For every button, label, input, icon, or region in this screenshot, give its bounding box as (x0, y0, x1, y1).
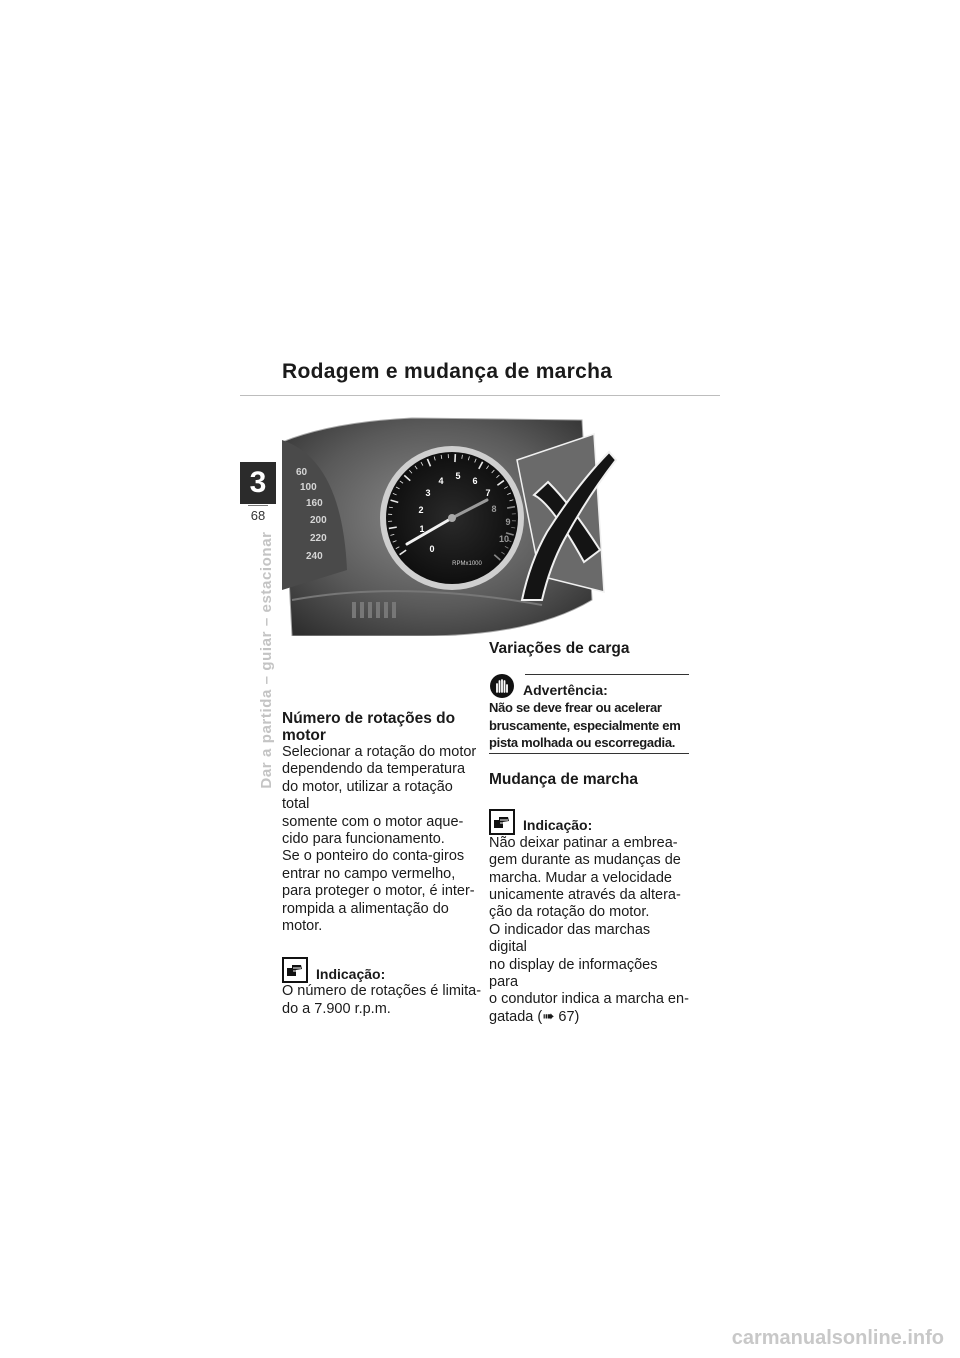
speedo-number: 220 (310, 533, 327, 544)
speedo-number: 100 (300, 482, 317, 493)
warning-block (489, 673, 689, 754)
gauge-number: 10 (498, 534, 510, 544)
text-line: Selecionar a rotação do motor (282, 744, 477, 760)
gauge-number: 8 (491, 504, 497, 514)
text-line: pista molhada ou escorregadia. (489, 735, 676, 751)
gauge-number: 2 (418, 505, 424, 515)
speedo-number: 240 (306, 551, 323, 562)
text-line: gatada (➠ 67) (489, 1008, 580, 1025)
text-line: somente com o motor aque- (282, 813, 464, 830)
text-line: bruscamente, especialmente em (489, 717, 681, 733)
note-icon (282, 957, 308, 983)
speedo-number: 200 (310, 515, 327, 526)
chapter-divider (248, 505, 268, 506)
right-column (489, 640, 689, 1026)
text-line: Se o ponteiro do conta-giros (282, 848, 465, 865)
page-number: 68 (250, 508, 266, 523)
gauge-number: 0 (429, 544, 435, 554)
gauge-unit: RPMx1000 (452, 561, 482, 567)
gauge-number: 6 (472, 476, 478, 486)
text-line: Não deixar patinar a embrea- (489, 834, 678, 851)
section-heading: Variações de carga (489, 640, 630, 657)
text-line: no display de informações para (489, 956, 658, 991)
text-line: entrar no campo vermelho, (282, 865, 456, 882)
speedo-number: 160 (306, 498, 323, 509)
text-line: para proteger o motor, é inter- (282, 883, 475, 900)
text-line: marcha. Mudar a velocidade (489, 869, 672, 886)
watermark-link[interactable]: carmanualsonline.info (731, 1327, 944, 1349)
gauge-number: 7 (485, 488, 491, 498)
gauge-number: 9 (505, 517, 511, 527)
text-line: do a 7.900 r.p.m. (282, 1000, 391, 1017)
chapter-number: 3 (240, 462, 276, 504)
text-line: rompida a alimentação do (282, 900, 449, 917)
text-line: ção da rotação do motor. (489, 904, 650, 921)
paragraph (282, 744, 482, 935)
gauge-number: 1 (419, 524, 425, 534)
text-line: Não se deve frear ou acelerar (489, 700, 662, 715)
text-line: dependendo da temperatura (282, 761, 466, 778)
note-icon (489, 809, 515, 835)
text-line: o condutor indica a marcha en- (489, 991, 689, 1008)
note-block (489, 809, 689, 1026)
note-text (282, 983, 482, 1018)
text-line: O indicador das marchas digital (489, 921, 651, 956)
section-heading: Mudança de marcha (489, 770, 639, 788)
note-block (282, 957, 482, 1018)
text-line: gem durante as mudanças de (489, 852, 681, 869)
page-title: Rodagem e mudança de marcha (282, 360, 613, 383)
gauge-number: 5 (455, 471, 461, 481)
gauge-number: 4 (438, 476, 444, 486)
text-line: O número de rotações é limita- (282, 983, 482, 1000)
text-line: unicamente através da altera- (489, 887, 681, 903)
text-line: motor. (282, 918, 323, 935)
left-column (282, 710, 482, 1018)
speedo-number: 60 (296, 467, 308, 478)
note-text (489, 835, 689, 1026)
section-heading: Número de rotações do motor (282, 710, 456, 744)
red-zone-cross-icon (517, 434, 616, 600)
title-divider (240, 395, 720, 396)
note-label: Indicação: (316, 966, 386, 983)
note-label: Indicação: (523, 817, 593, 834)
warning-hand-icon (489, 673, 515, 699)
warning-label: Advertência: (523, 681, 608, 698)
warning-bottom-rule (489, 753, 689, 754)
instrument-cluster-illustration (282, 400, 622, 636)
warning-top-rule (525, 674, 689, 675)
gauge-number: 3 (425, 488, 431, 498)
chapter-side-title: Dar a partida – guiar – estacionar (258, 531, 275, 789)
text-line: do motor, utilizar a rotação total (282, 778, 453, 813)
tachometer (380, 446, 524, 590)
warning-text (489, 699, 689, 752)
text-line: cido para funcionamento. (282, 831, 445, 848)
